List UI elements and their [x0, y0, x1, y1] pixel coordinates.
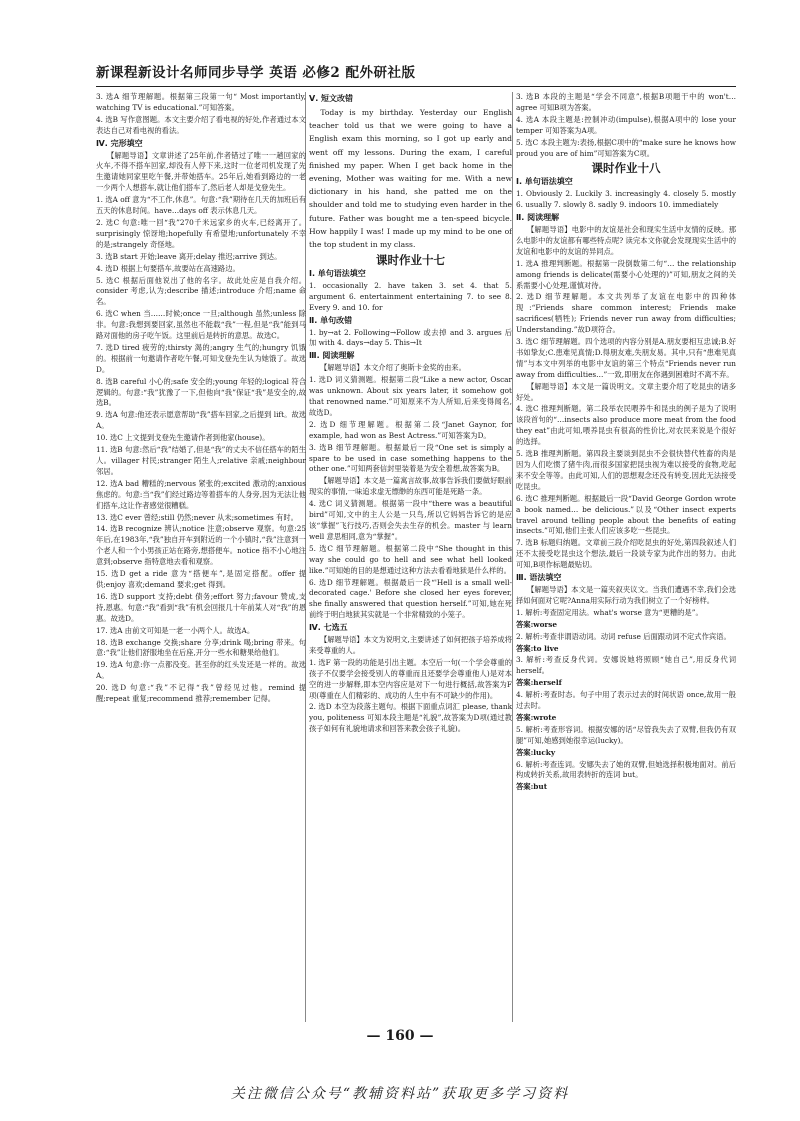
answer-para: 6. 选C when 当……时候;once 一旦;although 虽然;unless 除非。句意:我想到要回家,虽然也不能载“我”一程,但是“我”能到马路对面他的房子吃午饭。这里前后是转折的意思。故选C。	[96, 309, 306, 341]
answer-para: 2. 选C 句意:唯一回“我”270千米远家乡的火车,已经离开了。surprisingly 惊讶地;hopefully 有希望地;unfortunately 不幸的是;strangely 奇怪地。	[96, 217, 306, 249]
answer-para: 1. 选A 推理判断题。根据第一段倒数第二句“… the relationship among friends is delicate(需要小心处理的)”可知,朋友之间的关系需要小心处理,谨慎对待。	[516, 258, 736, 290]
guide-para: 【解题导语】本文是一篇说明文。文章主要介绍了吃昆虫的诸多好处。	[516, 381, 736, 402]
answer-para: 14. 选B recognize 辨认;notice 注意;observe 观察。句意:25年后,在1983年,“我”独自开车到附近的一个小镇时,“我”注意到一个老人和一个小男孩正站在路旁,想搭便车。notice 指不小心地注意到;observe 指特意地去看和观察。	[96, 524, 306, 567]
answer-para: 4. 选D 根据上句要搭车,故要站在高速路边。	[96, 263, 240, 273]
answer-para: 20. 选D 句意:“我”不记得“我”曾经见过他。remind 提醒;repeat 重复;recommend 推荐;remember 记得。	[96, 683, 306, 704]
section-title: Ⅲ. 阅读理解	[309, 351, 355, 361]
answer-para: 6. 选D 细节理解题。根据最后一段“'Hell is a small well-decorated cage.' Before she closed her eyes forever, she finally answered that question herself.”可知,她在死前终于明白地狱其实就是一个非常精致的小笼子。	[309, 577, 512, 620]
answer-para: 4. 解析:考查时态。句子中用了表示过去的时间状语 once,故用一般过去时。	[516, 690, 736, 711]
section-title: Ⅴ. 短文改错	[309, 94, 354, 103]
answer-para: 1. 选A off 意为“不工作,休息”。句意:“我”期待在几天的加班后有五天的休息时间。have…days off 表示休息几天。	[96, 195, 306, 216]
answer-list: 1. by→at 2. Following→Follow 或去掉 and 3. argues 后加 with 4. days→day 5. This→It	[309, 327, 512, 348]
section-title: Ⅲ. 语法填空	[516, 573, 562, 583]
answer-list: 1. occasionally 2. have taken 3. set 4. that 5. argument 6. entertainment entertaining 7. to see 8. Every 9. and 10. for	[309, 280, 512, 312]
guide-para: 【解题导语】本文是一篇夹叙夹议文。当我们遭遇不幸,我们会选择如何面对它呢?Anna用实际行动为我们树立了一个好榜样。	[516, 584, 736, 605]
answer-para: 5. 解析:考查形容词。根据安娜的话“尽管我失去了双臂,但我仍有双腿”可知,她感到她很幸运(lucky)。	[516, 724, 736, 745]
lesson-title: 课时作业十八	[591, 161, 661, 176]
answer-para: 6. 解析:考查连词。安娜失去了她的双臂,但她选择积极地面对。前后构成转折关系,故用表转折的连词 but。	[516, 759, 736, 780]
answer-para: 17. 选A 由前文可知是一老一小两个人。故选A。	[96, 625, 255, 635]
section-title: Ⅳ. 完形填空	[96, 138, 143, 148]
answer-para: 3. 解析:考查反身代词。安娜说她将照顾“她自己”,用反身代词 herself。	[516, 655, 736, 676]
guide-para: 【解题导语】本文是一篇寓言故事,故事告诉我们要做好眼前现实的事情,一味追求虚无缥缈的东西可能是死路一条。	[309, 476, 512, 497]
column-middle	[309, 92, 512, 1022]
section-title: Ⅰ. 单句语法填空	[309, 269, 366, 279]
section-title: Ⅳ. 七选五	[309, 623, 348, 633]
page-header	[96, 58, 736, 87]
answer-key: 答案:wrote	[516, 712, 557, 722]
answer-para: 3. 选B 本段的主题是“学会不同意”,根据B项题干中的 won't…agree 可知B项为答案。	[516, 92, 736, 112]
answer-key: 答案:herself	[516, 678, 562, 688]
answer-para: 3. 选B 细节理解题。根据最后一段“One set is simply a spare to be used in case something happens to the other one.”可知两套信封里装着是为安全着想,故答案为B。	[309, 442, 512, 474]
answer-key: 答案:to live	[516, 643, 559, 653]
section-title: Ⅱ. 阅读理解	[516, 213, 560, 223]
answer-para: 16. 选D support 支持;debt 债务;effort 努力;favour 赞成,支持,恩惠。句意:“我”看到“我”有机会回报几十年前某人对“我”的恩惠。故选D。	[96, 591, 306, 623]
answer-para: 4. 选C 词义猜测题。根据第一段中“there was a beautiful bird”可知,文中的主人公是一只鸟,所以它妈妈告诉它的是应该“掌握”飞行技巧,否则会失去生存的机会。master 与 learn well 意思相同,意为“掌握”。	[309, 499, 512, 541]
answer-key: 答案:worse	[516, 619, 558, 629]
answer-para: 13. 选C ever 曾经;still 仍然;never 从未;sometimes 有时。	[96, 512, 298, 522]
answer-para: 8. 选B careful 小心的;safe 安全的;young 年轻的;logical 符合逻辑的。句意:“我”犹豫了一下,但他向“我”保证“我”是安全的,故选B。	[96, 376, 306, 408]
answer-para: 12. 选A bad 糟糕的;nervous 紧张的;excited 激动的;anxious 焦虑的。句意:当“我”们经过路边等着搭车的人身旁,因为无法让他们搭车,这让作者感觉很糟糕。	[96, 478, 306, 510]
answer-para: 5. 选C 本段主题为:表扬,根据C项中的“make sure he knows how proud you are of him”可知答案为C项。	[516, 137, 736, 158]
answer-para: 11. 选B 句意:然后“我”结婚了,但是“我”的丈夫不信任搭车的陌生人。villager 村民;stranger 陌生人;relative 亲戚;neighbour 邻居。	[96, 445, 306, 476]
column-divider	[512, 92, 513, 1022]
answer-para: 4. 选C 推理判断题。第二段举农民喂养牛和昆虫的例子是为了说明该段首句的“…insects also produce more meat from the food they eat”由此可知,喂养昆虫有很高的性价比,对农民来说是个很好的选择。	[516, 404, 736, 447]
answer-para: 19. 选A 句意:你一点都没变。甚至你的红头发还是一样的。故选A。	[96, 660, 306, 681]
answer-para: 9. 选A 句意:他还表示愿意帮助“我”搭车回家,之后提到 lift。故选A。	[96, 410, 306, 431]
answer-para: 2. 选D 细节理解题。本文共列举了友谊在电影中的四种体现:“Friends share common interest; Friends make sacrifices(牺牲); Friends never run away from difficulties; Understanding.”故D项符合。	[516, 292, 736, 335]
answer-para: 1. 选F 第一段的功能是引出主题。本空后一句(一个学会尊重的孩子不仅要学会接受别人的尊重而且还要学会尊重他人)是对本空的进一步解释,即本空内容应是对下一句进行概括,故答案为F项(尊重在人们精彩的、成功的人生中有不可缺少的作用)。	[309, 657, 512, 700]
answer-para: 2. 解析:考查非谓语动词。动词 refuse 后面跟动词不定式作宾语。	[516, 631, 731, 641]
answer-para: 7. 选D tired 疲劳的;thirsty 渴的;angry 生气的;hungry 饥饿的。根据前一句邀请作者吃午餐,可知戈登先生认为她饿了。故选D。	[96, 342, 306, 374]
answer-para: 3. 选B start 开始;leave 离开;delay 推迟;arrive 到达。	[96, 251, 282, 261]
lesson-title: 课时作业十七	[376, 253, 445, 268]
guide-para: 【解题导语】文章讲述了25年前,作者错过了唯一一趟回家的火车,不得不搭车回家,却没有人停下来,这时一位老司机发现了先生邀请她同家里吃午餐,并带她搭车。25年后,她看到路边的一老一少两个人想搭车,就让他们搭车了,然后老人却是戈登先生。	[96, 150, 306, 193]
answer-para: 4. 选B 写作意图题。本文主要介绍了看电视的好处,作者通过本文表达自己对看电视的看法。	[96, 114, 306, 135]
section-title: Ⅰ. 单句语法填空	[516, 177, 573, 187]
answer-para: 5. 选B 推理判断题。第四段主要谈到昆虫不会很快替代牲畜的肉是因为人们吃惯了猪牛肉,而很多国家把昆虫视为难以接受的食物,吃起来不安全等等。由此可知,人们的思想观念还没有转变,因此无法接受吃昆虫。	[516, 449, 736, 491]
answer-key: 答案:lucky	[516, 747, 556, 757]
answer-para: 4. 选A 本段主题是:控制冲动(impulse),根据A项中的 lose your temper 可知答案为A项。	[516, 114, 736, 135]
answer-para: 7. 选B 标题归纳题。文章前三段介绍吃昆虫的好处,第四段叙述人们还不太接受吃昆虫这个想法,最后一段谈专家为此作出的努力。由此可知,B项作标题最贴切。	[516, 538, 736, 570]
guide-para: 【解题导语】本文介绍了奥斯卡金奖的由来。	[319, 363, 466, 373]
guide-para: 【解题导语】本文为说明文,主要讲述了如何把孩子培养成将来受尊重的人。	[309, 635, 512, 655]
section-title: Ⅱ. 单句改错	[309, 315, 353, 325]
answer-para: 6. 选C 推理判断题。根据最后一段“David George Gordon wrote a book named… be delicious.”以及“Other insect experts travel around telling people about the benefits of eating insects.”可知,他们主张人们应该多吃一些昆虫。	[516, 493, 736, 536]
guide-para: 【解题导语】电影中的友谊是社会和现实生活中友情的反映。那么电影中的友谊都有哪些特点呢? 读完本文你就会发现现实生活中的友谊和电影中的友谊的异同点。	[516, 224, 736, 256]
footer-note: 关注微信公众号“教辅资料站”获取更多学习资料	[230, 1086, 570, 1102]
column-left	[96, 92, 306, 1022]
answer-para: 5. 选C 细节理解题。根据第二段中“She thought in this way she could go to hell and see what hell looked like.”可知她的目的是想通过这种方法去看看地狱是什么样的。	[309, 543, 512, 575]
answer-para: 3. 选A 细节理解题。根据第三段第一句“ Most importantly, watching TV is educational.”可知答案。	[96, 92, 306, 112]
page-number: — 160 —	[366, 1028, 434, 1044]
answer-para: 1. 解析:考查固定用法。what's worse 意为“更糟的是”。	[516, 607, 703, 617]
answer-key: 答案:but	[516, 782, 548, 792]
column-right	[516, 92, 736, 1022]
answer-para: 1. 选D 词义猜测题。根据第二段“Like a new actor, Oscar was unknown. About six years later, it somehow got that renowned name.”可知原来不为人所知,后来变得闻名,故选D。	[309, 375, 512, 417]
answer-para: 2. 选D 细节理解题。根据第二段“Janet Gaynor, for example, had won as Best Actress.”可知答案为D。	[309, 419, 512, 440]
answer-para: 5. 选C 根据后面他说出了他的名字。故此处应是自我介绍。consider 考虑,认为;describe 描述;introduce 介绍;name 命名。	[96, 275, 306, 307]
answer-para: 2. 选D 本空为段落主题句。根据下面重点词汇 please, thank you, politeness 可知本段主题是“礼貌”,故答案为D项(通过教孩子如何有礼貌地请求和回答来教会孩子礼貌)。	[309, 702, 512, 734]
correction-essay: Today is my birthday. Yesterday our English teacher told us that we were going to have a English exam this morning, so I got up early and went off my lessons. During the exam, I careful finished my paper. When I get back home in the evening, Mother was waiting for me. With a new dictionary in his hand, she patted me on the shoulder and told me to studying even harder in the future. Father was bought me a ten-speed bicycle. How happily I was! I made up my mind to be one of the top student in my class.	[309, 107, 512, 249]
answer-para: 10. 选C 上文提到戈登先生邀请作者到他家(house)。	[96, 433, 270, 443]
header-title: 新课程新设计名师同步导学 英语 必修2 配外研社版	[96, 65, 416, 81]
answer-para: 15. 选D get a ride 意为“搭便车”,是固定搭配。offer 提供;enjoy 喜欢;demand 要求;get 得到。	[96, 569, 306, 589]
answer-para: 18. 选B exchange 交换;share 分享;drink 喝;bring 带来。句意:“我”让他们舒服地坐在后座,开分一些水和糖果给他们。	[96, 637, 306, 658]
answer-list: 1. Obviously 2. Luckily 3. increasingly 4. closely 5. mostly 6. usually 7. slowly 8. sadly 9. indoors 10. immediately	[516, 189, 736, 210]
answer-para: 3. 选C 细节理解题。四个选项的内容分别是A.朋友要相互忠诚;B.好书如挚友;C.患难见真情;D.得朋友难,失朋友易。其中,只有“患难见真情”与本文中列举的电影中友谊的第三个特点“Friends never run away from difficulties…”一致,即朋友在你遇到困难时不离不弃。	[516, 337, 736, 379]
